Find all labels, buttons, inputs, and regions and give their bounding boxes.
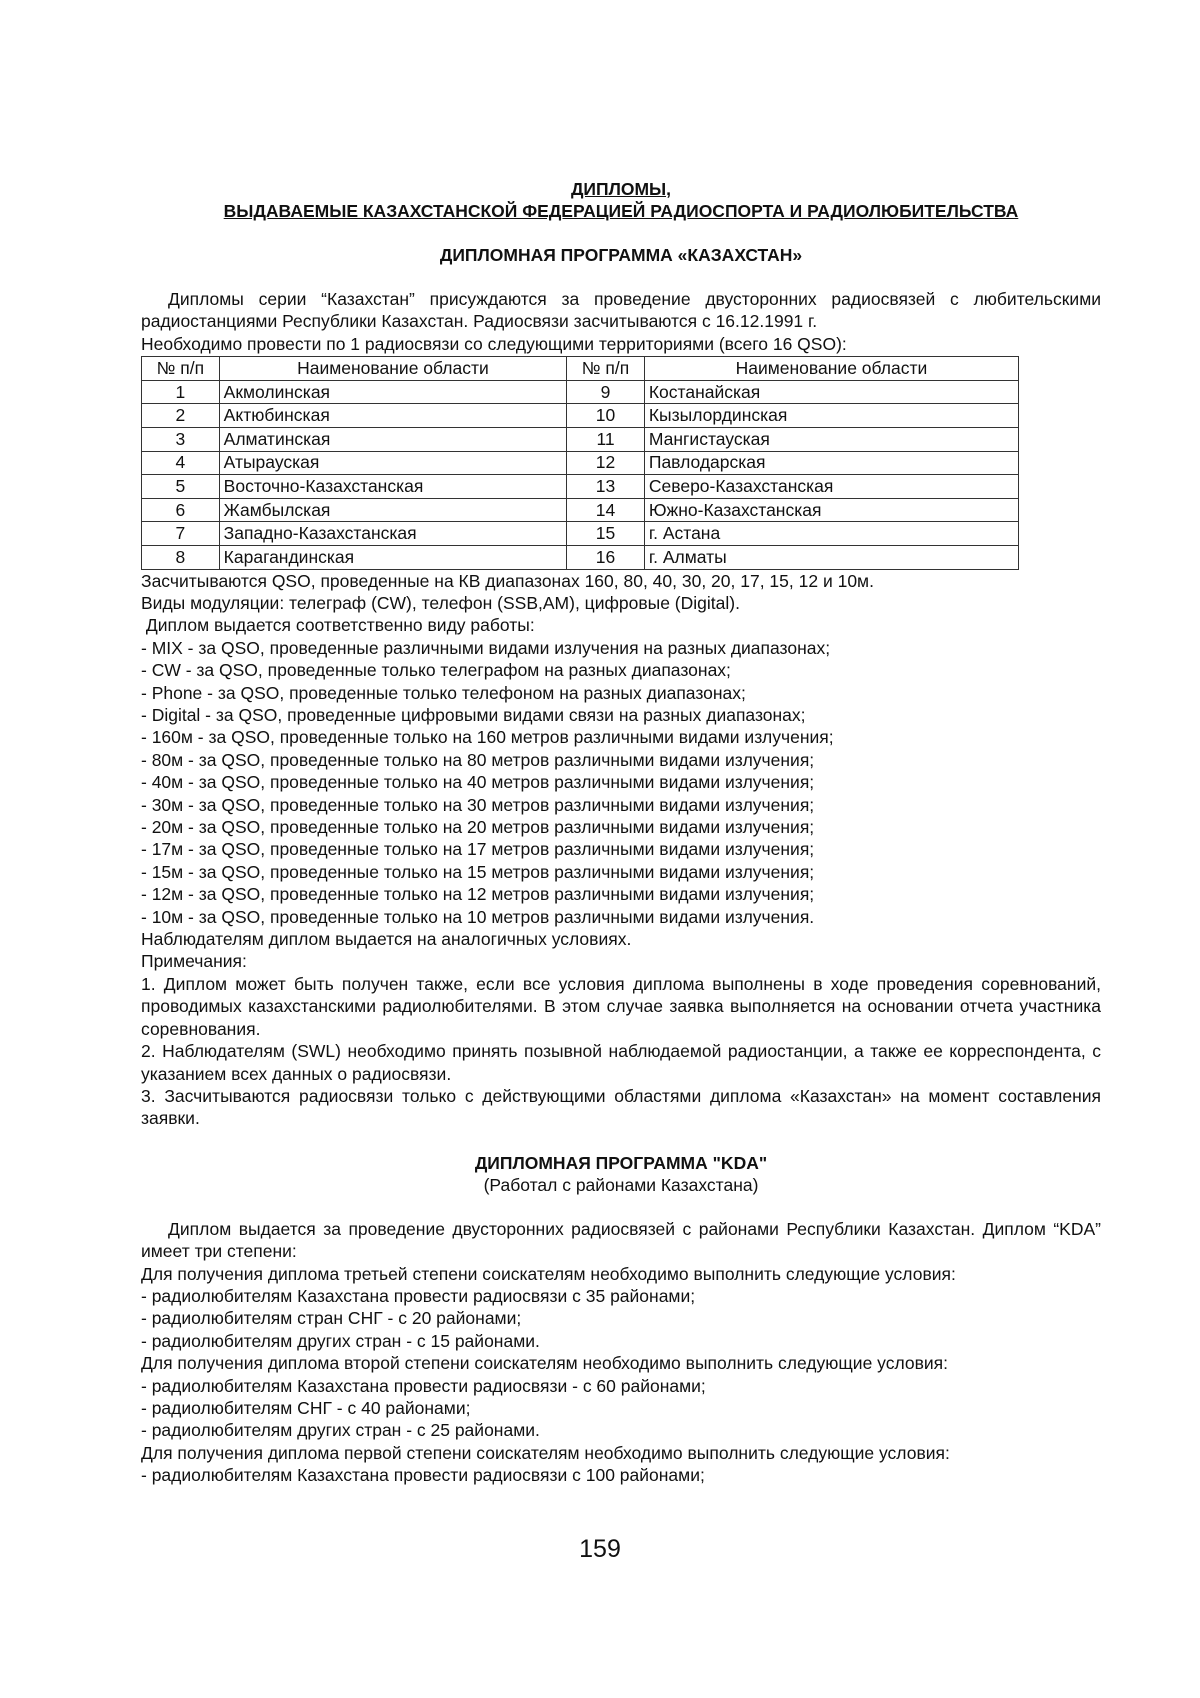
notes-label: Примечания: [141,951,247,972]
table-cell-number: 15 [567,522,645,546]
mode-list-item: - 15м - за QSO, проведенные только на 15 метров различными видами излучения; [141,861,815,882]
table-row [142,475,1019,499]
kazakhstan-requirement: Необходимо провести по 1 радиосвязи со следующими территориями (всего 16 QSO): [141,333,847,354]
table-row [142,404,1019,428]
table-cell-region: Акмолинская [219,380,567,404]
kazakhstan-swl: Наблюдателям диплом выдается на аналогичных условиях. [141,929,632,950]
table-cell-number: 2 [142,404,220,428]
table-cell-region: г. Алматы [644,545,1018,569]
kda-first-item: - радиолюбителям Казахстана провести радиосвязи с 100 районами; [141,1465,705,1486]
kda-third-item: - радиолюбителям стран СНГ - с 20 районами; [141,1308,522,1329]
kda-third-label: Для получения диплома третьей степени соискателям необходимо выполнить следующие условия: [141,1263,956,1284]
table-header-cell: № п/п [567,357,645,381]
table-cell-region: Карагандинская [219,545,567,569]
table-cell-region: Западно-Казахстанская [219,522,567,546]
kazakhstan-intro: Дипломы серии “Казахстан” присуждаются за проведение двусторонних радиосвязей с любительскими радиостанциями Республики Казахстан. Радиосвязи засчитываются с 16.12.1991 г. [141,289,1101,332]
kda-second-item: - радиолюбителям других стран - с 25 районами. [141,1420,540,1441]
table-cell-region: Кызылординская [644,404,1018,428]
table-row [142,522,1019,546]
mode-list-item: - 30м - за QSO, проведенные только на 30 метров различными видами излучения; [141,794,815,815]
document-page [141,178,1101,1487]
mode-list [141,637,1101,928]
table-cell-region: Восточно-Казахстанская [219,475,567,499]
kda-second-label: Для получения диплома второй степени соискателям необходимо выполнить следующие условия: [141,1353,949,1374]
table-row [142,545,1019,569]
kda-second-item: - радиолюбителям СНГ - с 40 районами; [141,1397,471,1418]
table-row [142,428,1019,452]
table-row [142,380,1019,404]
table-cell-number: 12 [567,451,645,475]
table-cell-region: Северо-Казахстанская [644,475,1018,499]
table-row [142,451,1019,475]
kda-second-item: - радиолюбителям Казахстана провести радиосвязи - с 60 районами; [141,1375,706,1396]
document-title-line1: ДИПЛОМЫ, [570,179,672,199]
table-cell-region: Павлодарская [644,451,1018,475]
mode-list-item: - 160м - за QSO, проведенные только на 160 метров различными видами излучения; [141,727,834,748]
table-header-cell: № п/п [142,357,220,381]
mode-list-item: - Digital - за QSO, проведенные цифровыми видами связи на разных диапазонах; [141,705,806,725]
kazakhstan-modes: Виды модуляции: телеграф (CW), телефон (SSB,AM), цифровые (Digital). [141,592,740,613]
mode-list-item: - 17м - за QSO, проведенные только на 17 метров различными видами излучения; [141,839,815,860]
table-cell-number: 16 [567,545,645,569]
mode-list-item: - 12м - за QSO, проведенные только на 12 метров различными видами излучения; [141,884,815,905]
kda-intro: Диплом выдается за проведение двусторонних радиосвязей с районами Республики Казахстан. Диплом “KDA” имеет три степени: [141,1218,1101,1262]
mode-list-item: - MIX - за QSO, проведенные различными видами излучения на разных диапазонах; [141,637,831,658]
kda-first-label: Для получения диплома первой степени соискателям необходимо выполнить следующие условия: [141,1442,950,1463]
mode-list-item: - Phone - за QSO, проведенные только телефоном на разных диапазонах; [141,682,746,703]
regions-table [141,356,1019,569]
table-cell-region: Жамбылская [219,498,567,522]
table-cell-number: 13 [567,475,645,499]
table-cell-region: Южно-Казахстанская [644,498,1018,522]
table-cell-number: 8 [142,545,220,569]
table-header-cell: Наименование области [644,357,1018,381]
note-item: 1. Диплом может быть получен также, если все условия диплома выполнены в ходе проведения соревнований, проводимых казахстанскими радиолюбителями. В этом случае заявка выполняется на основании отчета участника соревнования. [141,973,1101,1039]
table-header-row [142,357,1019,381]
table-cell-number: 4 [142,451,220,475]
mode-list-item: - CW - за QSO, проведенные только телеграфом на разных диапазонах; [141,660,731,681]
table-header-cell: Наименование области [219,357,567,381]
kda-third-item: - радиолюбителям других стран - с 15 районами. [141,1330,540,1351]
mode-list-item: - 40м - за QSO, проведенные только на 40 метров различными видами излучения; [141,772,815,793]
note-item: 2. Наблюдателям (SWL) необходимо принять позывной наблюдаемой радиостанции, а также ее корреспондента, с указанием всех данных о радиосвязи. [141,1041,1101,1084]
table-cell-region: г. Астана [644,522,1018,546]
page-number: 159 [579,1535,621,1563]
table-cell-region: Актюбинская [219,404,567,428]
mode-list-item: - 10м - за QSO, проведенные только на 10 метров различными видами излучения. [141,906,815,927]
mode-list-item: - 80м - за QSO, проведенные только на 80 метров различными видами излучения; [141,749,815,770]
note-item: 3. Засчитываются радиосвязи только с действующими областями диплома «Казахстан» на момент составления заявки. [141,1085,1101,1129]
kda-third-item: - радиолюбителям Казахстана провести радиосвязи с 35 районами; [141,1285,696,1306]
kazakhstan-heading: ДИПЛОМНАЯ ПРОГРАММА «КАЗАХСТАН» [439,245,803,265]
table-cell-region: Атырауская [219,451,567,475]
kda-subheading: (Работал с районами Казахстана) [483,1174,759,1195]
table-cell-region: Мангистауская [644,428,1018,452]
kda-heading: ДИПЛОМНАЯ ПРОГРАММА "KDA" [474,1152,768,1173]
kda-first-list [141,1464,1101,1486]
kda-second-list [141,1375,1101,1442]
table-cell-region: Алматинская [219,428,567,452]
kazakhstan-by-mode-intro: Диплом выдается соответственно виду работы: [141,615,535,636]
table-cell-number: 9 [567,380,645,404]
mode-list-item: - 20м - за QSO, проведенные только на 20 метров различными видами излучения; [141,817,815,838]
table-cell-number: 6 [142,498,220,522]
table-cell-number: 14 [567,498,645,522]
notes-list [141,973,1101,1130]
table-cell-number: 3 [142,428,220,452]
table-cell-number: 1 [142,380,220,404]
table-cell-number: 7 [142,522,220,546]
kda-third-list [141,1285,1101,1352]
table-cell-number: 11 [567,428,645,452]
table-cell-number: 10 [567,404,645,428]
table-row [142,498,1019,522]
document-title-line2: ВЫДАВАЕМЫЕ КАЗАХСТАНСКОЙ ФЕДЕРАЦИЕЙ РАДИОСПОРТА И РАДИОЛЮБИТЕЛЬСТВА [223,201,1019,221]
kazakhstan-bands: Засчитываются QSO, проведенные на КВ диапазонах 160, 80, 40, 30, 20, 17, 15, 12 и 10м. [141,570,874,591]
table-cell-region: Костанайская [644,380,1018,404]
table-cell-number: 5 [142,475,220,499]
